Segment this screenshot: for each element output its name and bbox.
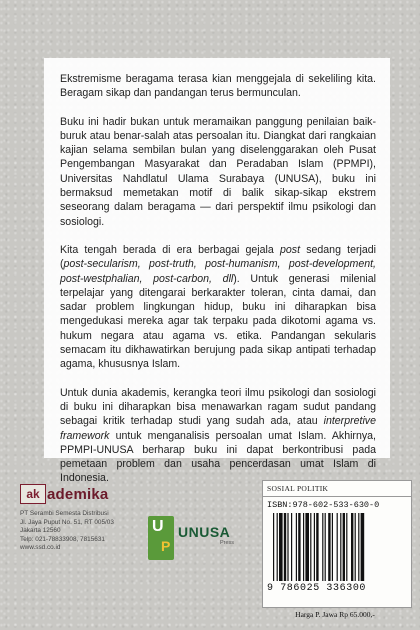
barcode-bar [328,513,330,581]
barcode-bar [351,513,353,581]
paragraph-4-part-a: Untuk dunia akademis, kerangka teori ilmu psikologi dan sosiologi di buku ini diharapkan bisa menawarkan ragam sudut pandang sebagai kritik terhadap studi yang sudah ada, atau [60,386,376,428]
paragraph-3-part-c: ). Untuk generasi milenial terpelajar yang ditengarai berkarakter toleran, cinta damai, dan sadar problem lingkungan hidup, buku ini diharapkan bisa mengedukasi mereka agar tak terpaku pada dikotomi agama vs. hukum negara atau agama vs. etika. Pandangan sekularis semacam itu dikhawatirkan berujung pada sikap antipati terhadap agama, khususnya Islam. [60,272,376,371]
publisher-line: Jl. Jaya Puput No. 51, RT 005/03 [20,518,114,526]
publisher-logo-text: ademika [47,485,109,503]
barcode-bar [343,513,345,581]
paragraph-3-post: post [280,243,301,256]
barcode-bar [287,513,288,581]
paragraph-4 [60,386,376,486]
category-label: SOSIAL POLITIK [263,481,411,497]
paragraph-3-part-a: Kita tengah berada di era berbagai gejala [60,243,280,256]
publisher-logo [20,484,160,504]
publisher-block [20,484,160,553]
paragraph-4-em: interpretive framework [60,415,376,442]
barcode-bar [277,513,278,581]
publisher-line: Jakarta 12560 [20,527,61,535]
barcode-bar [279,513,283,581]
barcode-number: 9 786025 336300 [267,583,367,594]
barcode-bar [340,513,341,581]
barcode-bar [358,513,359,581]
barcode-bar [310,513,311,581]
publisher-line: www.ssd.co.id [20,544,61,552]
barcode-bar [314,513,315,581]
paragraph-1: Ekstremisme beragama terasa kian menggejala di sekeliling kita. Beragam sikap dan pandangan terus bermunculan. [60,73,376,100]
barcode-icon [269,513,409,581]
price-label: Harga P. Jawa Rp 65.000,- [295,610,375,619]
barcode-bar [284,513,286,581]
barcode-bar [273,513,274,581]
isbn-label: ISBN:978-602-533-630-0 [267,500,380,510]
barcode-bar [316,513,318,581]
barcode-bar [332,513,333,581]
barcode-bar [298,513,300,581]
publisher-address [20,510,160,553]
publisher-line: PT Serambi Semesta Distribusi [20,510,109,517]
paragraph-3-part-b: sedang terjadi ( [60,243,377,271]
publisher-logo-box: ak [20,484,46,504]
barcode-bar [305,513,309,581]
back-cover-footer [0,478,420,630]
unusa-name: UNUSA [178,524,231,540]
unusa-press: Press [220,540,235,546]
isbn-card [262,480,412,608]
barcode-bar [337,513,338,581]
copublisher-logo [148,516,258,576]
unusa-mark-icon [148,516,174,560]
publisher-line: Telp: 021-78833908, 7815631 [20,535,105,543]
barcode-bar [325,513,326,581]
barcode-bar [303,513,304,581]
paragraph-4-part-b: untuk menganalisis persoalan umat Islam. Akhirnya, PPMPI-UNUSA berharap buku ini dapat berkontribusi pada pemetaan problem dan usaha pencerdasan umat Islam di Indonesia. [60,429,376,485]
unusa-mark-p: P [161,538,171,554]
barcode-bar [291,513,292,581]
paragraph-2: Buku ini hadir bukan untuk meramaikan panggung penilaian baik-buruk atau benar-salah atas persoalan itu. Diangkat dari rangkaian kajian selama sembilan bulan yang diselenggarakan oleh Pusat Pengembangan Masyarakat dan Peradaban Islam (PPMPI), Universitas Nahdlatul Ulama Surabaya (UNUSA), buku ini bermaksud memetakan motif di balik sikap-sikap ekstrem seseorang dalam beragama — dari perspektif ilmu psikologi dan sosiologi. [60,115,376,228]
paragraph-3 [60,243,376,372]
barcode-bar [322,513,323,581]
paragraph-3-list: post-secularism, post-truth, post-humanism, post-development, post-westphalian, post-carbon, dll [60,258,376,285]
unusa-mark-u: U [152,518,164,535]
barcode-bar [346,513,347,581]
barcode-bar [361,513,365,581]
blurb-panel [44,58,390,485]
barcode-bar [355,513,356,581]
barcode-bar [296,513,297,581]
